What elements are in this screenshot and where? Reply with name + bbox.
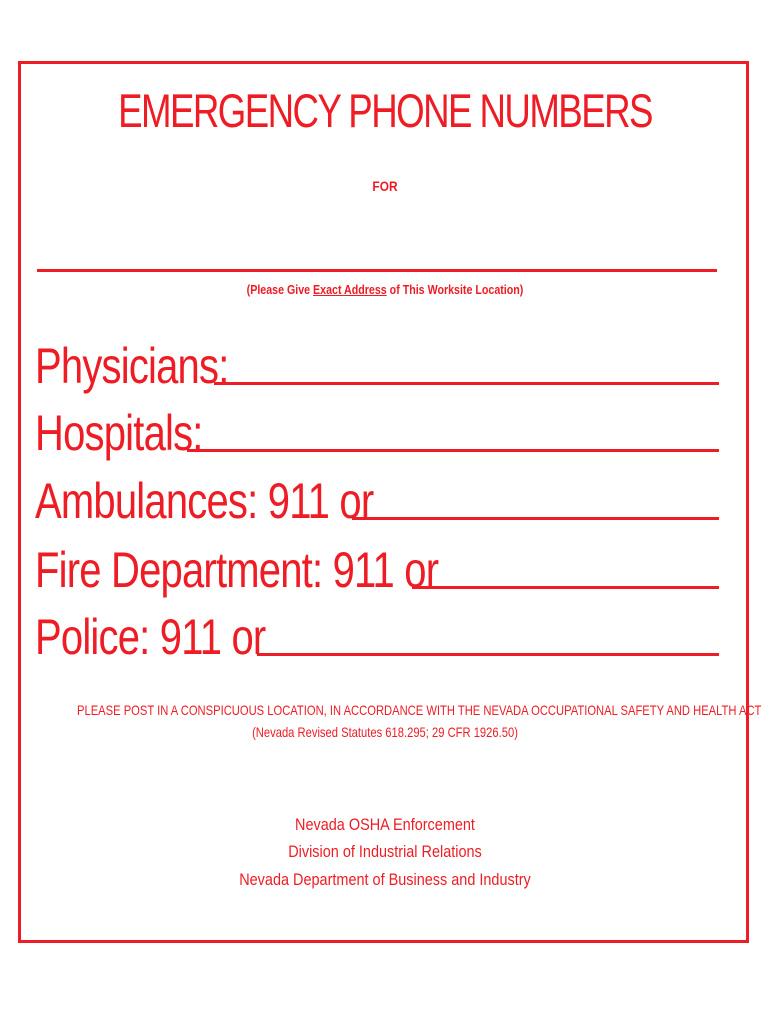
fire-department-blank-line [412,586,719,589]
fire-department-label: Fire Department: 911 or [35,542,439,598]
hospitals-blank-line [187,449,719,452]
physicians-label: Physicians: [35,338,229,394]
ambulances-blank-line [352,517,719,520]
agency-line-1: Nevada OSHA Enforcement [295,815,475,834]
statutes-reference: (Nevada Revised Statutes 618.295; 29 CFR 1926.50) [252,724,518,740]
address-instruction-emphasis: Exact Address [313,282,387,297]
poster-title: EMERGENCY PHONE NUMBERS [118,84,652,137]
address-instruction [69,282,700,297]
hospitals-label: Hospitals: [35,405,203,461]
physicians-blank-line [214,382,719,385]
police-label: Police: 911 or [35,609,266,665]
address-instruction-prefix: (Please Give [246,282,314,297]
for-label: FOR [372,178,398,194]
fire-department-row [35,537,719,598]
posting-notice: PLEASE POST IN A CONSPICUOUS LOCATION, IN ACCORDANCE WITH THE NEVADA OCCUPATIONAL SAFETY AND HEALTH ACT [77,702,762,718]
hospitals-row [35,400,719,461]
ambulances-row [35,468,719,529]
worksite-address-line [37,269,717,272]
ambulances-label: Ambulances: 911 or [35,473,374,529]
police-blank-line [257,653,719,656]
agency-line-3: Nevada Department of Business and Industry [239,870,531,889]
physicians-row [35,333,719,394]
agency-line-2: Division of Industrial Relations [288,842,482,861]
police-row [35,604,719,665]
address-instruction-suffix: of This Worksite Location) [386,282,524,297]
